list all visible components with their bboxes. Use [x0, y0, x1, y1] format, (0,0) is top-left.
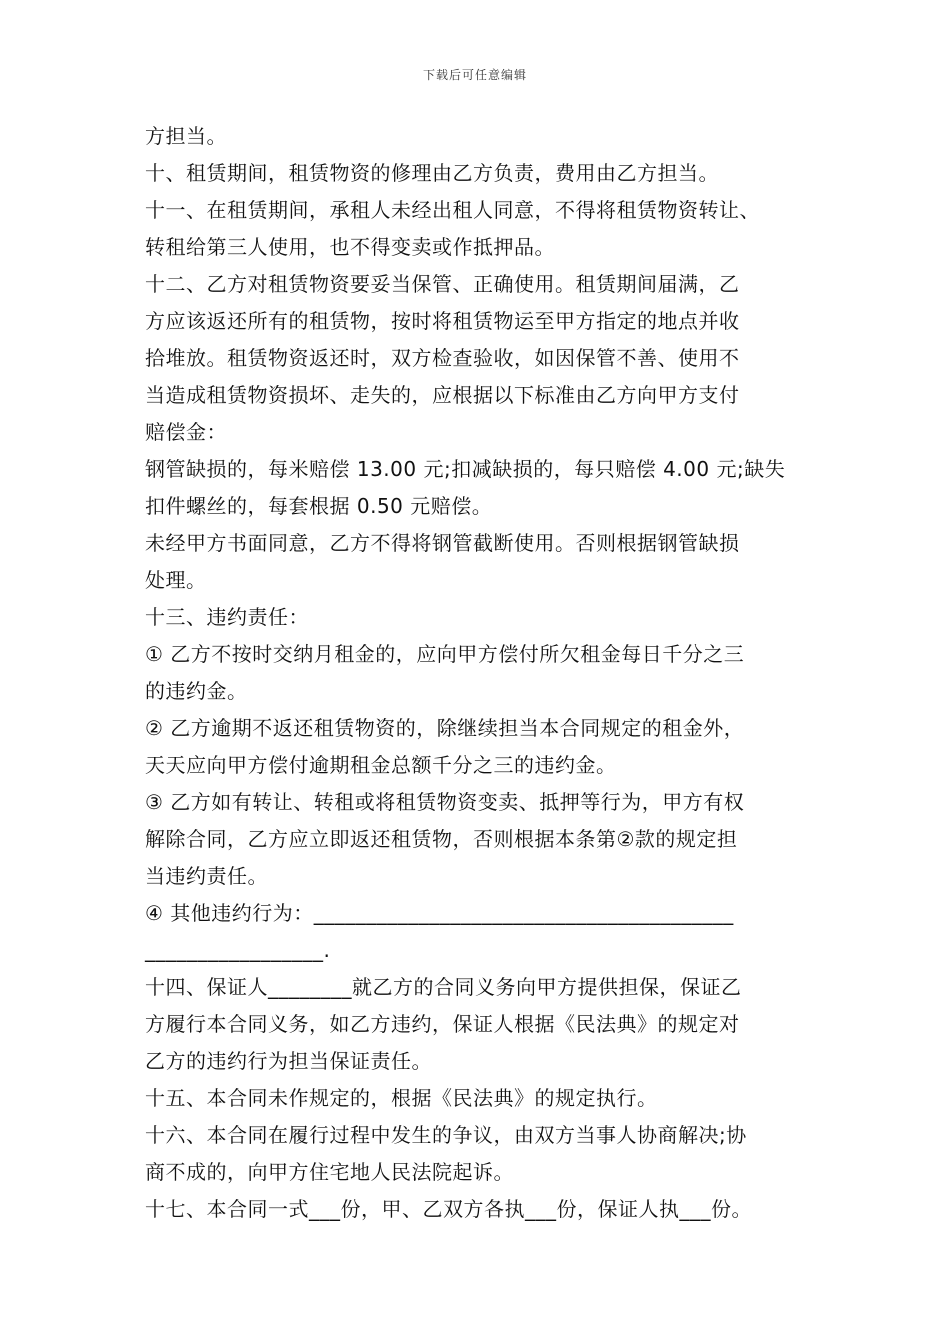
- text-line: 方履行本合同义务，如乙方违约，保证人根据《民法典》的规定对: [145, 1012, 740, 1036]
- text-line: 钢管缺损的，每米赔偿 13.00 元;扣减缺损的，每只赔偿 4.00 元;缺失: [145, 457, 786, 481]
- text-line: _________________.: [145, 938, 331, 962]
- text-line: 十三、违约责任：: [145, 605, 309, 629]
- text-line: 赔偿金：: [145, 420, 227, 444]
- text-line: ② 乙方逾期不返还租赁物资的，除继续担当本合同规定的租金外，: [145, 716, 745, 740]
- text-line: 乙方的违约行为担当保证责任。: [145, 1049, 432, 1073]
- text-line: 的违约金。: [145, 679, 248, 703]
- text-line: 商不成的，向甲方住宅地人民法院起诉。: [145, 1160, 514, 1184]
- text-line: 方担当。: [145, 124, 227, 148]
- text-line: 转租给第三人使用，也不得变卖或作抵押品。: [145, 235, 555, 259]
- text-line: 十五、本合同未作规定的，根据《民法典》的规定执行。: [145, 1086, 658, 1110]
- page-header: 下载后可任意编辑: [422, 68, 527, 82]
- text-line: 处理。: [145, 568, 207, 592]
- text-line: 拾堆放。租赁物资返还时，双方检查验收，如因保管不善、使用不: [145, 346, 740, 370]
- text-line: 扣件螺丝的，每套根据 0.50 元赔偿。: [145, 494, 493, 518]
- text-line: 解除合同，乙方应立即返还租赁物，否则根据本条第②款的规定担: [145, 827, 738, 851]
- text-line: ① 乙方不按时交纳月租金的，应向甲方偿付所欠租金每日千分之三: [145, 642, 745, 666]
- text-line: 十六、本合同在履行过程中发生的争议，由双方当事人协商解决;协: [145, 1123, 747, 1147]
- text-line: 当违约责任。: [145, 864, 268, 888]
- text-line: 十七、本合同一式___份，甲、乙双方各执___份，保证人执___份。: [145, 1197, 752, 1221]
- text-line: ③ 乙方如有转让、转租或将租赁物资变卖、抵押等行为，甲方有权: [145, 790, 745, 814]
- text-line: 未经甲方书面同意，乙方不得将钢管截断使用。否则根据钢管缺损: [145, 531, 740, 555]
- text-line: ④ 其他违约行为：________________________________________: [145, 901, 734, 925]
- text-line: 当造成租赁物资损坏、走失的，应根据以下标准由乙方向甲方支付: [145, 383, 740, 407]
- text-line: 方应该返还所有的租赁物，按时将租赁物运至甲方指定的地点并收: [145, 309, 740, 333]
- text-line: 十、租赁期间，租赁物资的修理由乙方负责，费用由乙方担当。: [145, 161, 719, 185]
- text-line: 天天应向甲方偿付逾期租金总额千分之三的违约金。: [145, 753, 617, 777]
- document-body: [145, 118, 815, 1228]
- text-line: 十一、在租赁期间，承租人未经出租人同意，不得将租赁物资转让、: [145, 198, 760, 222]
- text-line: 十二、乙方对租赁物资要妥当保管、正确使用。租赁期间届满，乙: [145, 272, 740, 296]
- text-line: 十四、保证人________就乙方的合同义务向甲方提供担保，保证乙: [145, 975, 742, 999]
